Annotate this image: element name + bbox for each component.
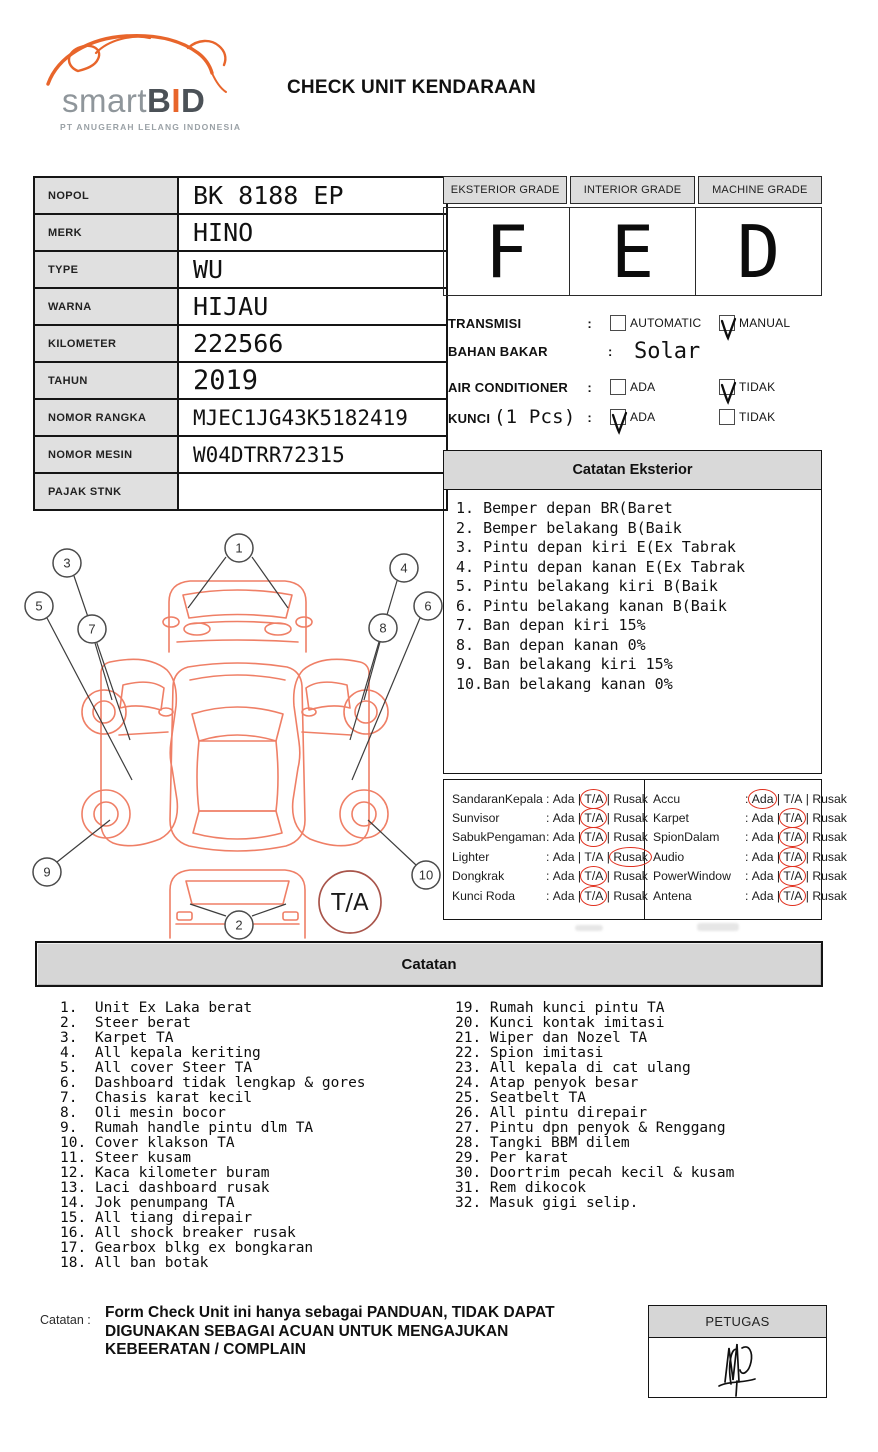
separator: | [574,869,585,884]
option: Ada [751,888,774,903]
checkbox-label: TIDAK [739,380,776,394]
field-value: 222566 [178,325,447,362]
checklist-item-label: Sunvisor [452,811,500,826]
option: Ada [751,849,774,864]
checklist-row [452,886,648,905]
checklist-item-label: Audio [653,849,685,864]
list-item: 5. All cover Steer TA [60,1060,253,1076]
separator: | [802,869,813,884]
list-item: 2. Steer berat [60,1015,191,1031]
selected-option-circled: T/A [783,811,803,826]
air-conditioner-label: AIR CONDITIONER [448,379,568,395]
checklist-row [452,828,648,847]
list-item: 20. Kunci kontak imitasi [455,1015,665,1031]
list-item: 25. Seatbelt TA [455,1090,586,1106]
separator: | [773,830,784,845]
number-label: 8 [379,620,387,636]
number-label: 10 [418,867,434,883]
list-item: 3. Karpet TA [60,1030,174,1046]
list-item: 16. All shock breaker rusak [60,1225,296,1241]
field-value: HINO [178,214,447,251]
brand-i: I [171,82,182,119]
list-item: 4. All kepala keriting [60,1045,261,1061]
equipment-checklist [443,779,847,920]
kunci-label [448,406,587,428]
table-row [34,288,447,325]
checklist-item-label: Antena [653,888,692,903]
grade-headers [443,176,822,204]
page-title: CHECK UNIT KENDARAAN [287,77,536,98]
handwritten-check-icon [720,318,736,340]
smartbid-logo [38,26,242,141]
separator: | [802,811,813,826]
checkbox [719,409,735,425]
grade-value: F [444,208,570,295]
field-label: TYPE [34,251,178,288]
note-line: Form Check Unit ini hanya sebagai PANDUAN, TIDAK DAPAT [105,1304,555,1321]
separator: | [773,849,784,864]
checkbox-label: TIDAK [739,410,776,424]
separator: | [802,888,813,903]
checklist-item-label: Lighter [452,849,490,864]
option: Rusak [812,791,847,806]
field-label: MERK [34,214,178,251]
number-label: 3 [63,555,71,571]
list-item: 14. Jok penumpang TA [60,1195,235,1211]
selected-option-circled: T/A [783,849,803,864]
callout-line [252,557,288,608]
checklist-item-label: Dongkrak [452,869,505,884]
option: T/A [584,849,604,864]
field-value: W04DTRR72315 [178,436,447,473]
callout-line [350,581,397,740]
list-item: 15. All tiang direpair [60,1210,253,1226]
colon: : [745,811,752,826]
list-item: 8. Ban depan kanan 0% [456,635,646,654]
grade-panel [443,176,822,296]
checkbox-option [610,315,719,331]
checkbox-label: ADA [630,410,656,424]
colon: : [587,379,592,395]
print-smudge [697,923,739,931]
checklist-row [653,828,847,847]
option: Rusak [613,811,648,826]
separator: | [773,791,784,806]
selected-option-circled: T/A [584,869,604,884]
checklist-row [653,886,847,905]
checkbox [610,379,626,395]
separator: | [574,830,585,845]
list-item: 26. All pintu direpair [455,1105,648,1121]
colon: : [745,849,752,864]
checkbox-label: MANUAL [739,316,791,330]
list-item: 27. Pintu dpn penyok & Renggang [455,1120,726,1136]
checkbox-option [719,379,828,395]
car-damage-diagram [20,520,450,940]
colon: : [587,409,592,425]
field-value: MJEC1JG43K5182419 [178,399,447,436]
signature [711,1336,763,1400]
selected-option-circled: T/A [783,830,803,845]
selected-option-circled: T/A [584,811,604,826]
separator: | [603,791,614,806]
option: Rusak [613,888,648,903]
separator: | [773,888,784,903]
list-item: 4. Pintu depan kanan E(Ex Tabrak [456,557,745,576]
option: Ada [552,849,575,864]
list-item: 1. Unit Ex Laka berat [60,1000,253,1016]
checklist-item-label: SabukPengaman [452,830,546,845]
checklist-left-column [444,780,648,919]
catatan-title: Catatan [35,941,823,987]
kunci-row [448,406,828,428]
catatan-right-column [455,1001,734,1211]
colon: : [745,869,752,884]
checklist-item-label: Kunci Roda [452,888,516,903]
colon: : [546,811,553,826]
list-item: 31. Rem dikocok [455,1180,586,1196]
option: Rusak [613,869,648,884]
checkbox-option [719,409,828,425]
separator: | [773,811,784,826]
table-row [34,436,447,473]
bahan-bakar-row [448,340,828,362]
air-conditioner-choices [610,379,828,395]
handwritten-check-icon [720,382,736,404]
number-label: 4 [400,560,408,576]
option: Rusak [812,849,847,864]
list-item: 11. Steer kusam [60,1150,191,1166]
separator: | [802,849,813,864]
checkbox [719,315,735,331]
option: Ada [552,830,575,845]
grade-header: INTERIOR GRADE [570,176,694,204]
table-row [34,325,447,362]
callout-line [252,904,286,916]
separator: | [574,888,585,903]
table-row [34,177,447,214]
kunci-qty: (1 Pcs) [493,406,576,428]
brand-wordmark [62,84,205,118]
grade-value: E [570,208,696,295]
option: Rusak [613,830,648,845]
callout-line [57,820,110,862]
list-item: 7. Ban depan kiri 15% [456,616,646,634]
field-value: HIJAU [178,288,447,325]
checkbox-label: AUTOMATIC [630,316,702,330]
number-label: 2 [235,917,243,933]
colon: : [546,849,553,864]
number-label: 1 [235,540,243,556]
separator: | [574,791,585,806]
note-line: DIGUNAKAN SEBAGAI ACUAN UNTUK MENGAJUKAN [105,1322,509,1340]
table-row [34,362,447,399]
separator: | [603,849,614,864]
kunci-choices [610,409,828,425]
kunci-label-text: KUNCI [448,411,491,426]
option: Ada [751,811,774,826]
list-item: 28. Tangki BBM dilem [455,1135,630,1151]
checklist-row [653,808,847,827]
note-line: KEBEERATAN / COMPLAIN [105,1341,306,1359]
separator: | [603,888,614,903]
list-item: 13. Laci dashboard rusak [60,1180,270,1196]
list-item: 8. Oli mesin bocor [60,1105,226,1121]
list-item: 12. Kaca kilometer buram [60,1165,270,1181]
list-item: 3. Pintu depan kiri E(Ex Tabrak [456,538,736,556]
checkbox [719,379,735,395]
field-value [178,473,447,510]
callout-line [190,904,226,916]
table-row [34,399,447,436]
option: Rusak [613,791,648,806]
option: Ada [552,888,575,903]
option: Ada [751,830,774,845]
selected-option-circled: T/A [584,888,604,903]
separator: | [574,811,585,826]
petugas-label: PETUGAS [649,1306,826,1338]
list-item: 32. Masuk gigi selip. [455,1195,639,1211]
checklist-row [452,789,648,808]
option: Ada [552,811,575,826]
colon: : [546,869,553,884]
list-item: 30. Doortrim pecah kecil & kusam [455,1165,735,1181]
grade-value: D [736,209,781,294]
list-item: 9. Ban belakang kiri 15% [456,655,673,673]
separator: | [773,869,784,884]
colon: : [546,791,553,806]
option: Ada [552,791,575,806]
selected-option-circled: T/A [783,869,803,884]
number-label: 5 [35,598,43,614]
separator: | [603,869,614,884]
colon: : [745,830,752,845]
option: Rusak [812,811,847,826]
number-label: 6 [424,598,432,614]
option: Ada [552,869,575,884]
selected-option-circled: T/A [783,888,803,903]
field-label: WARNA [34,288,178,325]
grade-header: MACHINE GRADE [698,176,822,204]
number-label: 7 [88,621,96,637]
field-label: NOMOR MESIN [34,436,178,473]
checklist-right-column [645,780,849,919]
table-row [34,214,447,251]
separator: | [603,811,614,826]
field-label: KILOMETER [34,325,178,362]
colon: : [608,343,613,359]
vehicle-info-table [33,176,448,511]
checklist-item-label: SpionDalam [653,830,720,845]
field-value: 2019 [178,362,447,399]
list-item: 6. Dashboard tidak lengkap & gores [60,1075,366,1091]
checkbox-option [610,409,719,425]
selected-option-circled: Rusak [613,849,648,864]
catatan-eksterior-panel [443,450,822,774]
stamp-text: T/A [331,890,369,916]
list-item: 9. Rumah handle pintu dlm TA [60,1120,314,1136]
colon: : [546,830,553,845]
checklist-item-label: SandaranKepala [452,791,543,806]
option: Rusak [812,869,847,884]
separator: | [603,830,614,845]
field-label: NOPOL [34,177,178,214]
list-item: 22. Spion imitasi [455,1045,604,1061]
number-label: 9 [43,864,51,880]
list-item: 23. All kepala di cat ulang [455,1060,691,1076]
checkbox [610,315,626,331]
list-item: 19. Rumah kunci pintu TA [455,1000,665,1016]
bahan-bakar-label: BAHAN BAKAR [448,343,548,359]
ta-stamp [319,871,381,933]
list-item: 17. Gearbox blkg ex bongkaran [60,1240,314,1256]
field-label: PAJAK STNK [34,473,178,510]
transmisi-label: TRANSMISI [448,315,522,331]
checklist-item-label: PowerWindow [653,869,731,884]
colon: : [745,791,752,806]
checkbox-label: ADA [630,380,656,394]
checklist-row [452,847,648,866]
brand-tagline: PT ANUGERAH LELANG INDONESIA [60,122,242,132]
catatan-eksterior-list [444,490,821,694]
catatan-list [35,1001,823,1281]
field-value: WU [178,251,447,288]
list-item: 18. All ban botak [60,1255,209,1271]
separator: | [802,830,813,845]
field-label: NOMOR RANGKA [34,399,178,436]
separator: | [574,849,585,864]
footer-note-label: Catatan : [40,1313,91,1327]
colon: : [745,888,752,903]
field-label: TAHUN [34,362,178,399]
grade-values [443,207,822,296]
bahan-bakar-value: Solar [634,338,701,364]
selected-option-circled: Ada [751,791,774,806]
list-item: 10. Cover klakson TA [60,1135,235,1151]
checklist-row [653,867,847,886]
list-item: 2. Bemper belakang B(Baik [456,518,682,537]
checklist-row [452,867,648,886]
options-section [448,306,828,438]
list-item: 21. Wiper dan Nozel TA [455,1030,648,1046]
list-item: 7. Chasis karat kecil [60,1090,253,1106]
list-item: 29. Per karat [455,1150,569,1166]
catatan-left-column [60,1001,366,1271]
table-row [34,473,447,510]
field-value: BK 8188 EP [178,177,447,214]
list-item: 6. Pintu belakang kanan B(Baik [456,596,727,615]
checklist-row [452,808,648,827]
checkbox [610,409,626,425]
handwritten-check-icon [611,412,627,434]
transmisi-row [448,312,828,334]
checkbox-option [719,315,828,331]
colon: : [587,315,592,331]
option: Ada [751,869,774,884]
checkbox-option [610,379,719,395]
separator: | [802,791,813,806]
table-row [34,251,447,288]
footer-note-text [105,1304,565,1360]
checklist-row [653,847,847,866]
checklist-item-label: Accu [653,791,681,806]
grade-header: EKSTERIOR GRADE [443,176,567,204]
list-item: 5. Pintu belakang kiri B(Baik [456,577,718,595]
colon: : [546,888,553,903]
option: T/A [783,791,803,806]
option: Rusak [812,888,847,903]
brand-smart: smart [62,82,147,119]
catatan-eksterior-title: Catatan Eksterior [444,451,821,490]
brand-d: D [181,82,206,119]
car-outlines-icon [82,581,388,938]
air-conditioner-row [448,376,828,398]
checklist-item-label: Karpet [653,811,689,826]
petugas-signature-box [648,1305,827,1398]
callout-line [188,557,226,608]
callout-line [368,820,416,865]
list-item: 10.Ban belakang kanan 0% [456,674,673,693]
brand-b: B [147,82,172,119]
option: Rusak [812,830,847,845]
selected-option-circled: T/A [584,830,604,845]
list-item: 1. Bemper depan BR(Baret [456,499,673,517]
print-smudge [575,925,603,931]
selected-option-circled: T/A [584,791,604,806]
list-item: 24. Atap penyok besar [455,1075,639,1091]
transmisi-choices [610,315,828,331]
diagram-number-callouts [25,534,442,939]
checklist-row [653,789,847,808]
